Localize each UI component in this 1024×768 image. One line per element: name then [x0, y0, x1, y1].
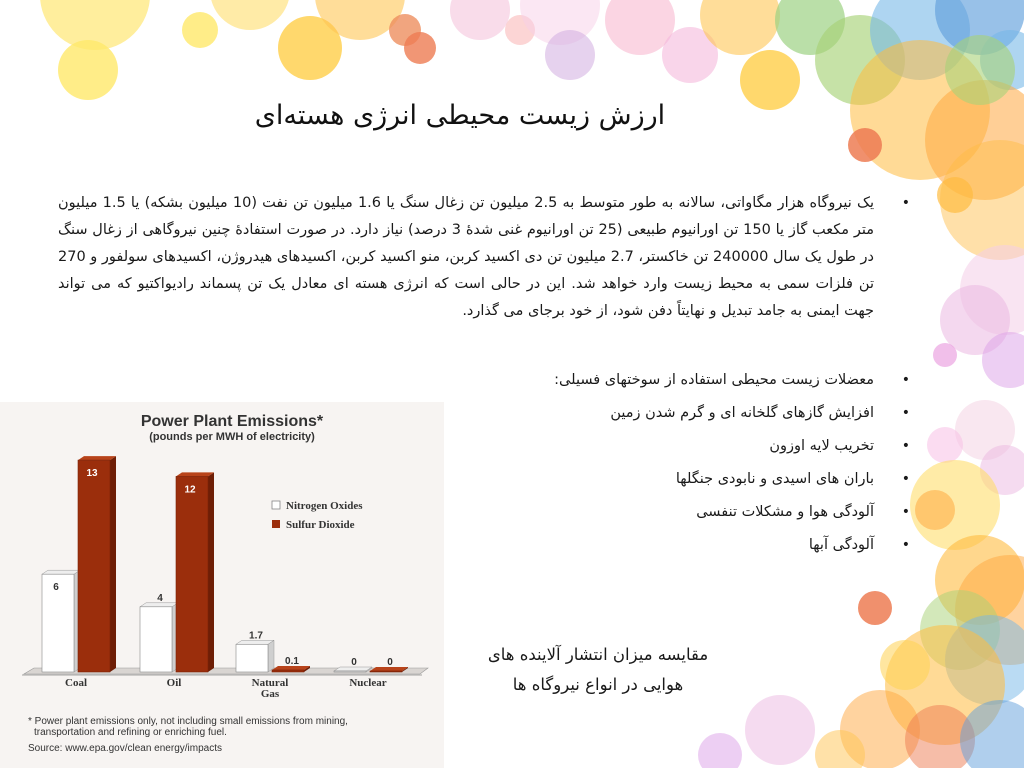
category-label: Nuclear: [349, 677, 387, 689]
bar-value-label: 0.1: [285, 656, 299, 667]
list-item-text: افزایش گازهای گلخانه ای و گرم شدن زمین: [610, 405, 874, 421]
bar-value-label: 0: [387, 657, 393, 668]
chart-subtitle: (pounds per MWH of electricity): [149, 431, 315, 443]
chart-caption-line-2: هوایی در انواع نیروگاه ها: [512, 675, 684, 694]
legend-label-nitrogen: Nitrogen Oxides: [286, 500, 363, 512]
bar-side: [110, 456, 116, 672]
bar-top: [176, 472, 214, 476]
list-item: [440, 463, 918, 496]
list-item: [440, 496, 918, 529]
bar-nitrogen-oxides: [236, 644, 268, 672]
bar-side: [208, 472, 214, 672]
emissions-chart: [0, 402, 444, 768]
bar-top: [78, 456, 116, 460]
bar-value-label: 0: [351, 657, 357, 668]
bullet-dot-icon: •: [901, 438, 910, 454]
bar-value-label: 4: [157, 592, 163, 604]
list-item-text: باران های اسیدی و نابودی جنگلها: [675, 471, 874, 487]
bullet-dot-icon: •: [901, 195, 910, 211]
bullet-dot-icon: •: [901, 537, 910, 553]
list-item-text: تخریب لایه اوزون: [769, 438, 874, 454]
bar-value-label: 12: [184, 484, 196, 496]
list-item: [440, 364, 918, 397]
intro-paragraph-block: [58, 190, 918, 325]
bar-sulfur-dioxide: [78, 460, 110, 672]
list-item: [440, 529, 918, 562]
bullet-dot-icon: •: [901, 471, 910, 487]
category-label: Natural: [251, 677, 289, 689]
bar-side: [268, 640, 274, 672]
list-item-text: معضلات زیست محیطی استفاده از سوختهای فسیلی:: [554, 372, 874, 388]
emissions-chart-panel: [0, 402, 444, 768]
legend-swatch-nitrogen: [272, 501, 280, 509]
paragraph-bullet: [58, 190, 918, 325]
bar-nitrogen-oxides: [140, 607, 172, 672]
bar-sulfur-dioxide: [272, 670, 304, 672]
chart-caption-line-1: مقایسه میزان انتشار آلاینده های: [487, 645, 709, 664]
bullet-dot-icon: •: [901, 372, 910, 388]
category-label: Gas: [260, 688, 280, 700]
chart-caption: [458, 640, 738, 700]
chart-title: Power Plant Emissions*: [140, 413, 324, 430]
bar-value-label: 6: [53, 582, 59, 594]
bullet-dot-icon: •: [901, 405, 910, 421]
bullet-dot-icon: •: [901, 504, 910, 520]
chart-footnote-line-2: transportation and refining or enriching fuel.: [34, 727, 227, 738]
bar-sulfur-dioxide: [370, 671, 402, 672]
intro-paragraph: یک نیروگاه هزار مگاواتی، سالانه به طور متوسط به 2.5 میلیون تن زغال سنگ یا 1.6 میلیون تن نفت (10 میلیون بشکه) یا 1.5 میلیون متر مکعب گاز یا 150 تن اورانیوم طبیعی (25 تن اورانیوم غنی شدهٔ 3 درصد) نیاز دارد. در صورت استفادهٔ چنین نیروگاهی از زغال سنگ در طول یک سال 240000 تن خاکستر، 2.7 میلیون تن دی اکسید کربن، منو اکسید کربن، اکسیدهای هیدروژن، اکسیدهای سولفور و 270 تن فلزات سمی به محیط زیست وارد خواهد شد. این در حالی است که انرژی هسته ای معادل یک تن پسماند رادیواکتیو که می تواند جهت ایمنی به جامد تبدیل و نهایتاً دفن شود، از خود برجای می گذارد.: [58, 195, 875, 319]
legend-swatch-sulfur: [272, 520, 280, 528]
list-item-text: آلودگی آبها: [808, 537, 874, 553]
bar-sulfur-dioxide: [176, 476, 208, 672]
list-item: [440, 397, 918, 430]
environmental-issues-list: [440, 364, 918, 562]
category-label: Coal: [65, 677, 87, 689]
chart-source: Source: www.epa.gov/clean energy/impacts: [28, 743, 222, 754]
slide-title: ارزش زیست محیطی انرژی هسته‌ای: [254, 100, 666, 131]
list-item-text: آلودگی هوا و مشکلات تنفسی: [696, 504, 874, 520]
bar-value-label: 13: [86, 468, 98, 480]
bar-nitrogen-oxides: [334, 671, 366, 672]
legend-label-sulfur: Sulfur Dioxide: [286, 519, 355, 531]
bar-top: [42, 570, 80, 574]
chart-footnote-line-1: * Power plant emissions only, not including small emissions from mining,: [28, 716, 348, 727]
list-item: [440, 430, 918, 463]
bar-value-label: 1.7: [249, 630, 263, 642]
category-label: Oil: [166, 677, 182, 689]
